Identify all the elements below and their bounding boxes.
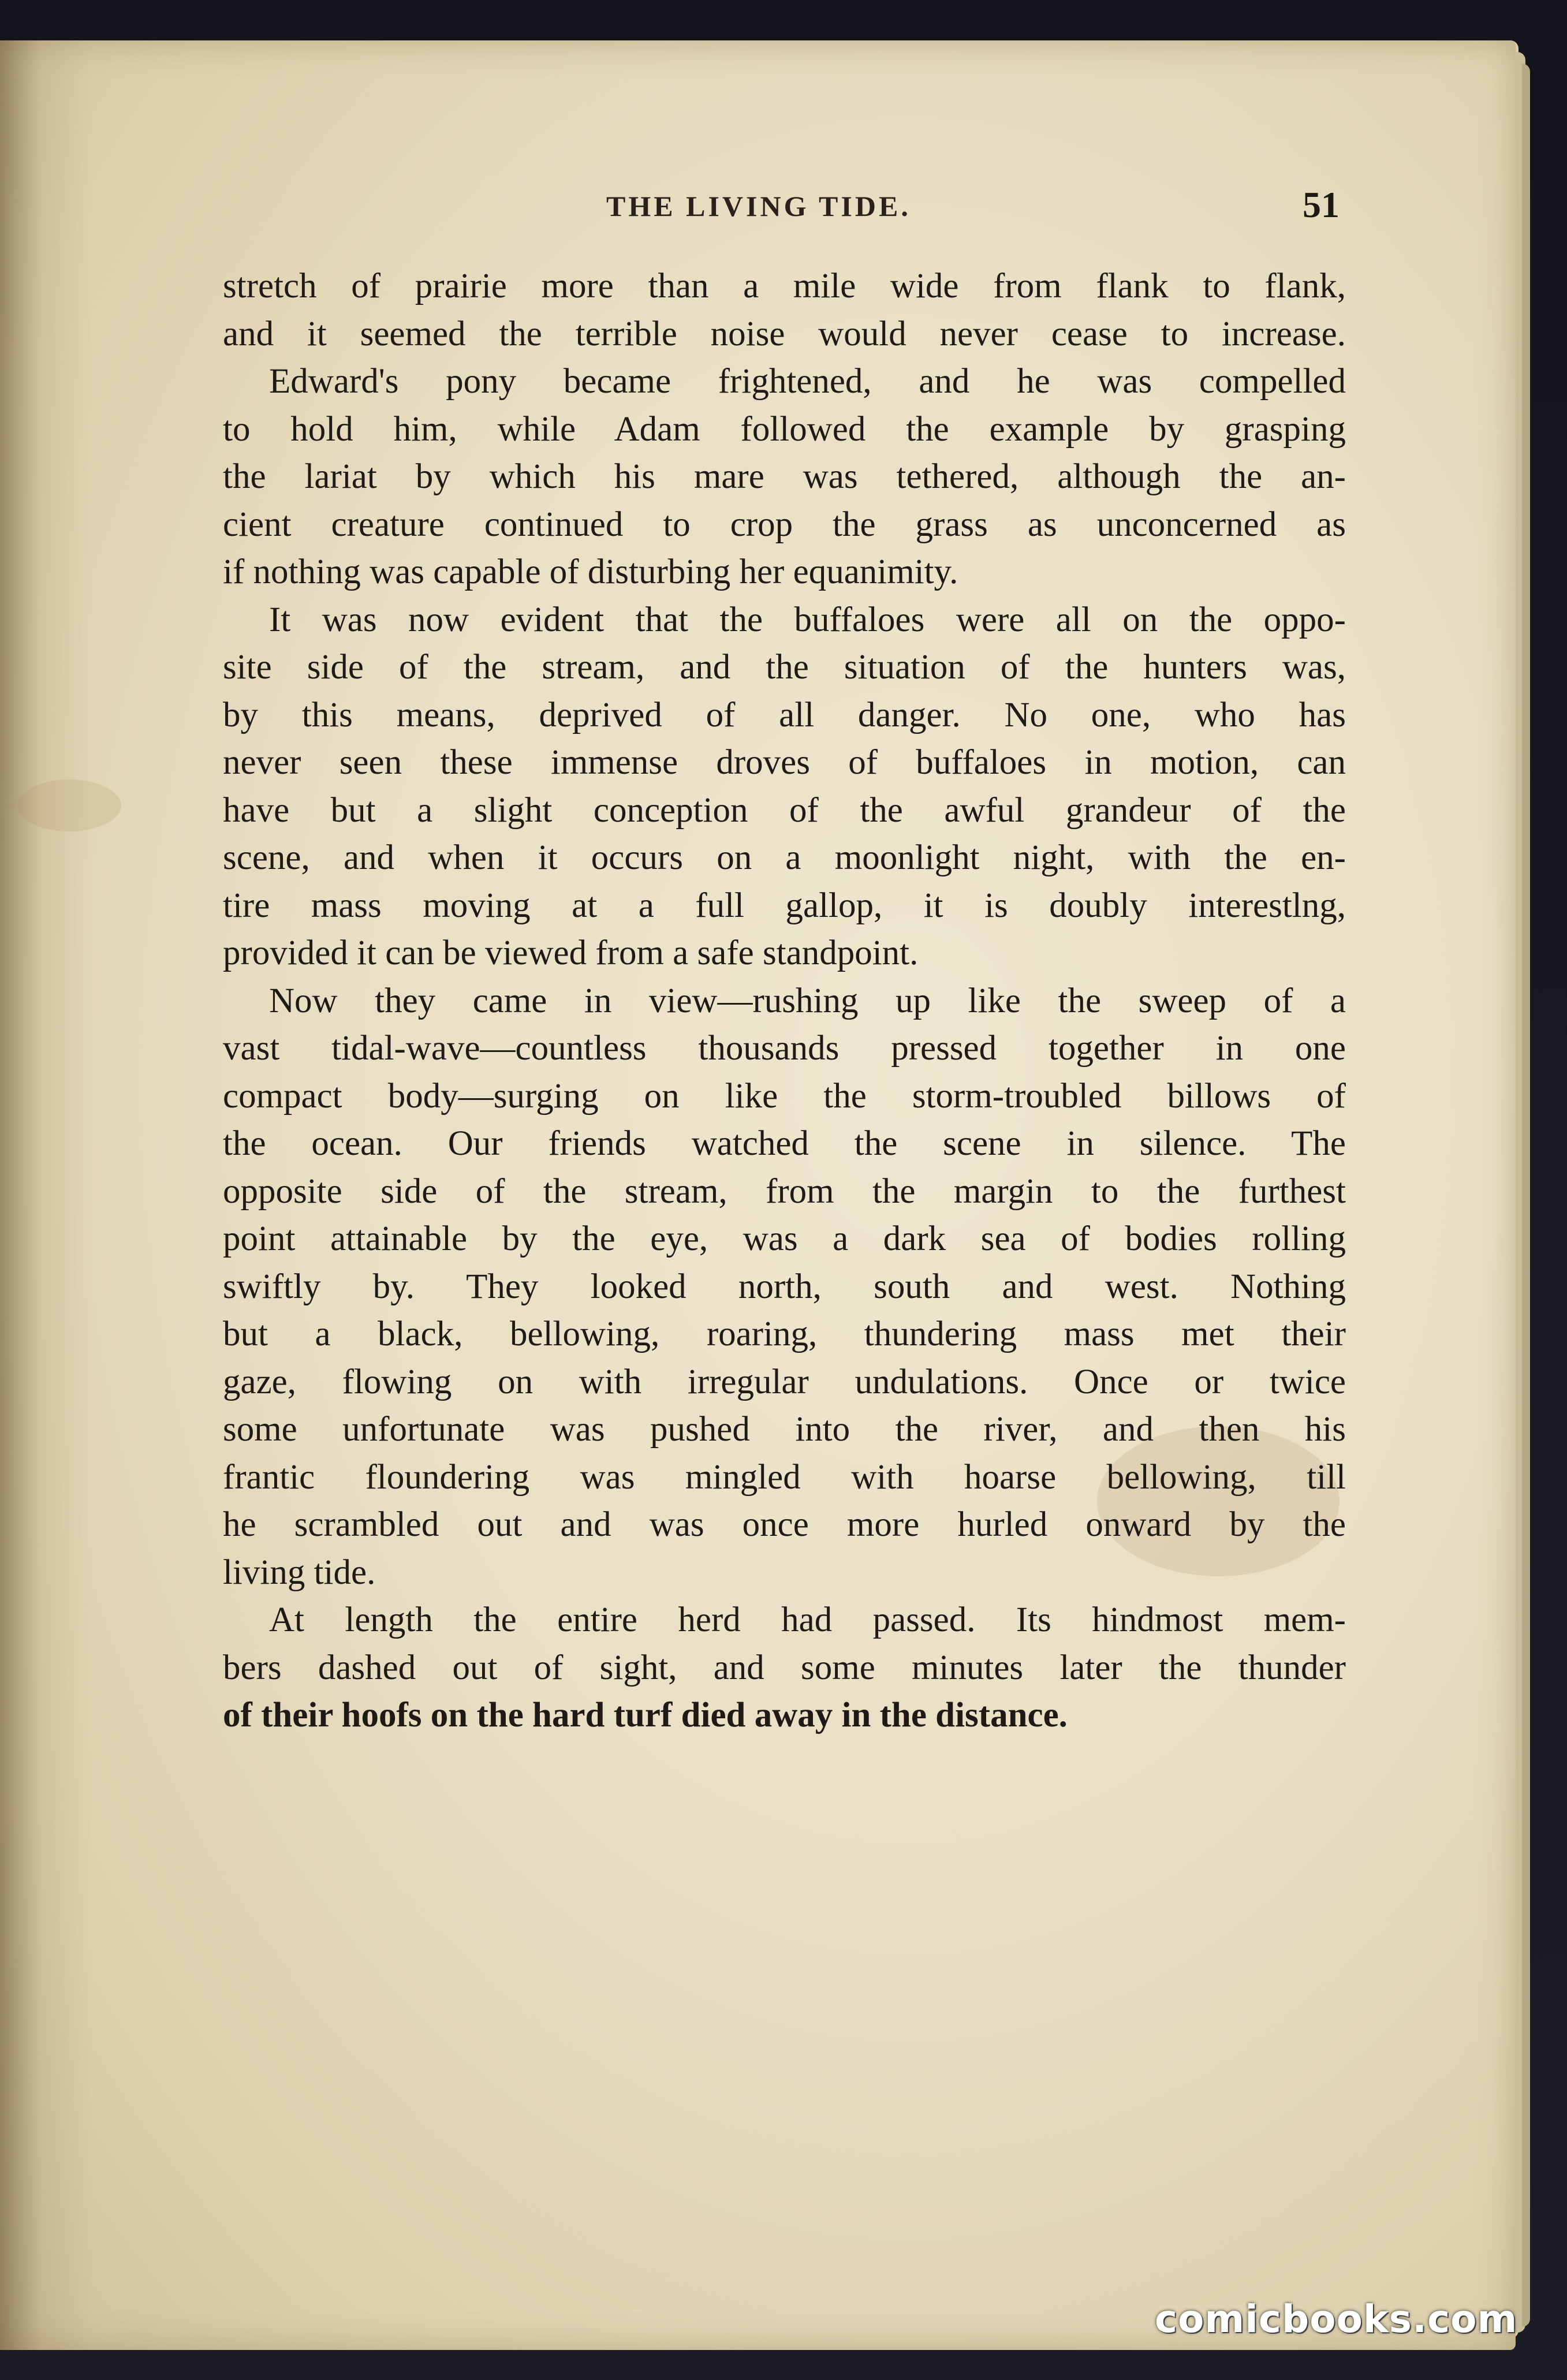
text-line: never seen these immense droves of buffaloes in motion, can bbox=[223, 743, 1346, 782]
page-gutter-shadow bbox=[0, 40, 92, 2350]
text-line: Edward's pony became frightened, and he was compelled bbox=[269, 362, 1346, 401]
text-line: compact body—surging on like the storm-troubled billows of bbox=[223, 1076, 1346, 1116]
page-stain bbox=[17, 779, 121, 831]
text-line: he scrambled out and was once more hurled onward by the bbox=[223, 1505, 1346, 1544]
body-text bbox=[223, 263, 1346, 1740]
page-number: 51 bbox=[1303, 184, 1340, 225]
text-line: vast tidal-wave—countless thousands pressed together in one bbox=[223, 1029, 1346, 1068]
watermark-logo: comicbooks.com bbox=[1155, 2297, 1518, 2341]
running-title: THE LIVING TIDE. bbox=[606, 190, 911, 222]
page-edge bbox=[1522, 64, 1530, 2327]
text-line: the lariat by which his mare was tethered, although the an- bbox=[223, 457, 1346, 496]
text-line: living tide. bbox=[223, 1553, 376, 1592]
text-line: frantic floundering was mingled with hoarse bellowing, till bbox=[223, 1457, 1346, 1497]
text-line: but a black, bellowing, roaring, thundering mass met their bbox=[223, 1315, 1346, 1353]
text-line: It was now evident that the buffaloes were all on the oppo- bbox=[269, 600, 1346, 639]
text-line: Now they came in view—rushing up like the sweep of a bbox=[269, 981, 1346, 1020]
text-line: scene, and when it occurs on a moonlight night, with the en- bbox=[223, 838, 1346, 877]
text-line: and it seemed the terrible noise would never cease to increase. bbox=[223, 314, 1346, 353]
text-line: opposite side of the stream, from the margin to the furthest bbox=[223, 1172, 1346, 1211]
text-line: bers dashed out of sight, and some minutes later the thunder bbox=[223, 1648, 1346, 1687]
text-line: by this means, deprived of all danger. No one, who has bbox=[223, 695, 1346, 734]
text-line: tire mass moving at a full gallop, it is doubly interestlng, bbox=[223, 886, 1346, 925]
text-line: have but a slight conception of the awful grandeur of the bbox=[223, 790, 1346, 830]
text-line: gaze, flowing on with irregular undulations. Once or twice bbox=[223, 1362, 1346, 1401]
text-line: some unfortunate was pushed into the river, and then his bbox=[223, 1410, 1346, 1449]
text-line: swiftly by. They looked north, south and west. Nothing bbox=[223, 1267, 1346, 1306]
text-line: stretch of prairie more than a mile wide from flank to flank, bbox=[223, 267, 1346, 305]
text-line: if nothing was capable of disturbing her equanimity. bbox=[223, 553, 958, 591]
text-line: point attainable by the eye, was a dark sea of bodies rolling bbox=[223, 1219, 1346, 1258]
text-line: At length the entire herd had passed. Its hindmost mem- bbox=[269, 1601, 1346, 1639]
text-line: the ocean. Our friends watched the scene in silence. The bbox=[223, 1124, 1346, 1163]
text-line: cient creature continued to crop the grass as unconcerned as bbox=[223, 505, 1346, 544]
show-through-text bbox=[300, 1784, 1340, 1825]
running-head bbox=[225, 184, 1380, 236]
text-line: to hold him, while Adam followed the example by grasping bbox=[223, 409, 1346, 449]
text-line: of their hoofs on the hard turf died away in the distance. bbox=[223, 1696, 1068, 1734]
text-line: provided it can be viewed from a safe standpoint. bbox=[223, 934, 919, 972]
text-line: site side of the stream, and the situation of the hunters was, bbox=[223, 648, 1346, 687]
